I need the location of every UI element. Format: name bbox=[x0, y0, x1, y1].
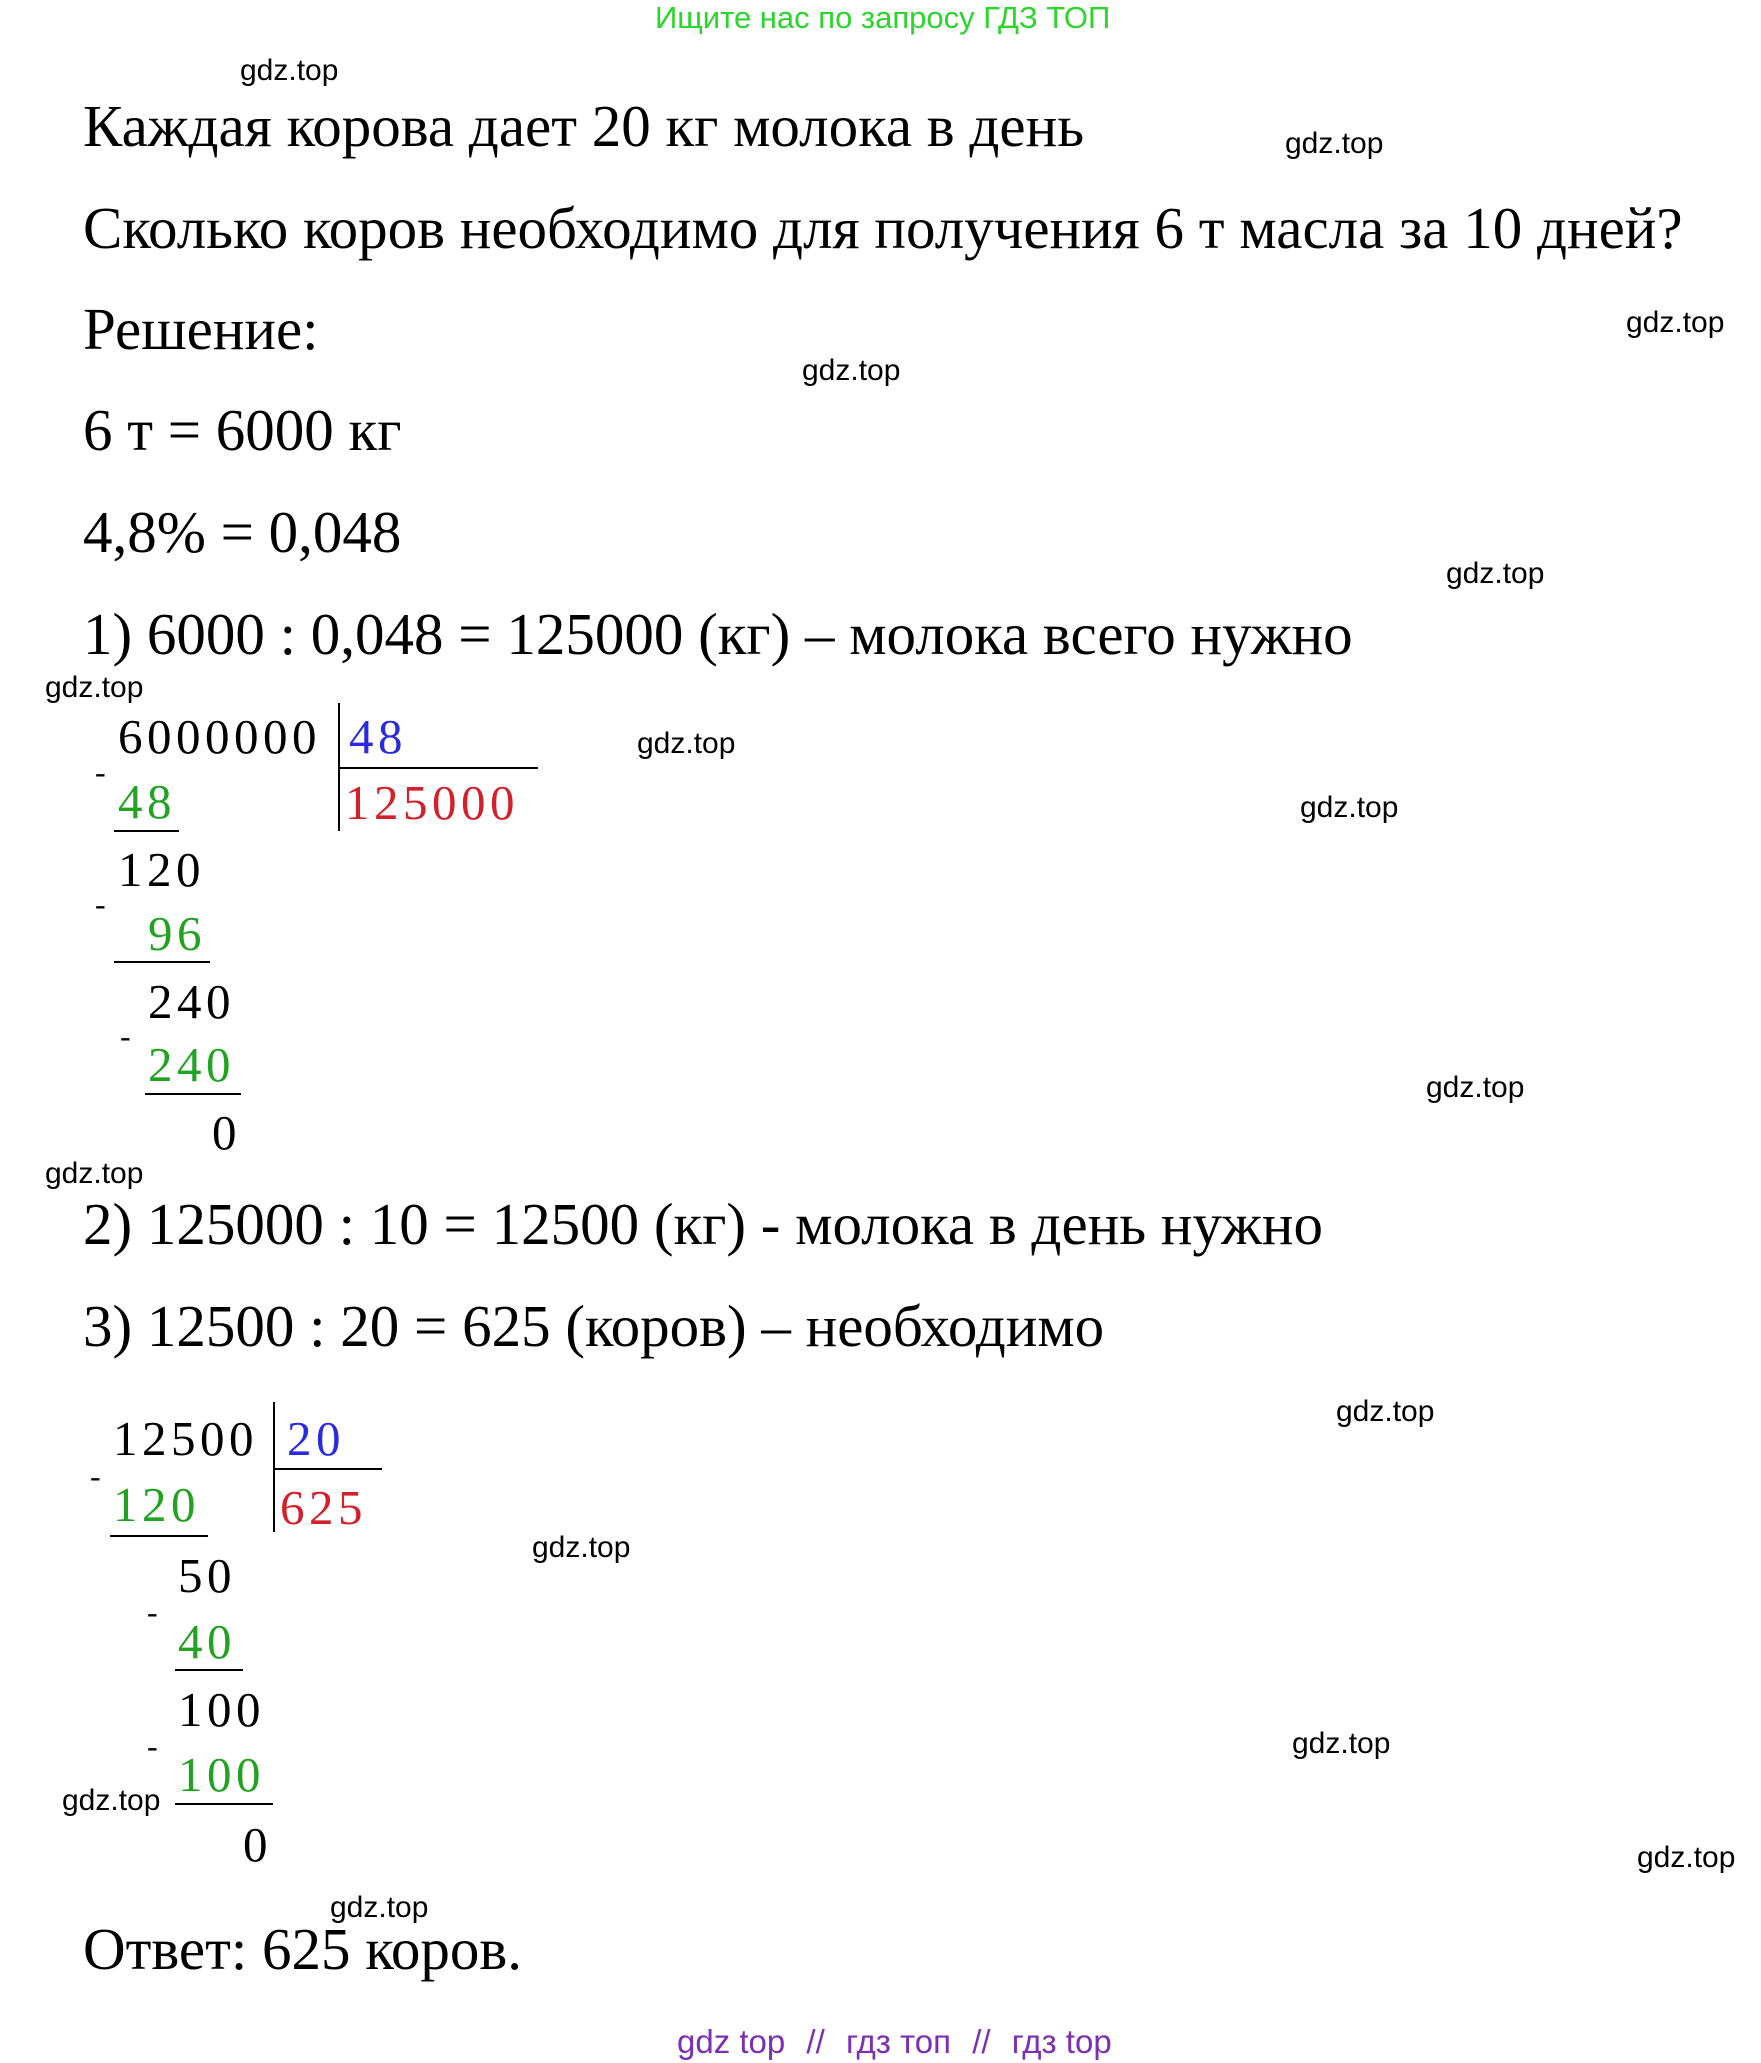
watermark: gdz.top bbox=[45, 671, 144, 704]
problem-line-1: Каждая корова дает 20 кг молока в день bbox=[83, 93, 1085, 159]
footer-link-gdz-top-mixed[interactable]: гдз top bbox=[1011, 2023, 1112, 2060]
step-2: 2) 125000 : 10 = 12500 (кг) - молока в день нужно bbox=[83, 1191, 1324, 1257]
final-remainder: 0 bbox=[243, 1817, 272, 1872]
subtrahend: 48 bbox=[118, 774, 176, 829]
watermark: gdz.top bbox=[1336, 1395, 1435, 1428]
watermark: gdz.top bbox=[1285, 127, 1384, 160]
divisor: 48 bbox=[349, 709, 407, 764]
watermark: gdz.top bbox=[802, 354, 901, 387]
footer-separator: // bbox=[806, 2023, 825, 2060]
watermark: gdz.top bbox=[637, 727, 736, 760]
subtrahend: 100 bbox=[178, 1747, 265, 1802]
subtrahend: 120 bbox=[113, 1477, 200, 1532]
minus-sign: - bbox=[90, 1458, 101, 1494]
subtrahend: 40 bbox=[178, 1614, 236, 1669]
minus-sign: - bbox=[147, 1594, 158, 1630]
final-remainder: 0 bbox=[212, 1105, 241, 1160]
quotient: 625 bbox=[280, 1480, 367, 1535]
footer-link-gdz-top-ru[interactable]: гдз топ bbox=[845, 2023, 952, 2060]
solution-heading: Решение: bbox=[83, 296, 319, 362]
dividend: 12500 bbox=[113, 1411, 258, 1466]
answer: Ответ: 625 коров. bbox=[83, 1916, 523, 1982]
top-banner[interactable]: Ищите нас по запросу ГДЗ ТОП bbox=[655, 0, 1111, 35]
remainder: 50 bbox=[178, 1548, 236, 1603]
footer-links bbox=[677, 2023, 1112, 2061]
step-3: 3) 12500 : 20 = 625 (коров) – необходимо bbox=[83, 1293, 1105, 1359]
watermark: gdz.top bbox=[330, 1891, 429, 1924]
conversion-tonnes: 6 т = 6000 кг bbox=[83, 397, 402, 463]
minus-sign: - bbox=[147, 1728, 158, 1764]
conversion-percent: 4,8% = 0,048 bbox=[83, 499, 402, 565]
minus-sign: - bbox=[120, 1018, 131, 1054]
remainder: 100 bbox=[178, 1682, 265, 1737]
watermark: gdz.top bbox=[1292, 1727, 1391, 1760]
footer-link-gdz-top[interactable]: gdz top bbox=[677, 2023, 786, 2060]
footer-separator: // bbox=[972, 2023, 991, 2060]
remainder: 120 bbox=[118, 842, 205, 897]
quotient: 125000 bbox=[345, 775, 519, 830]
divisor: 20 bbox=[287, 1411, 345, 1466]
problem-question: Сколько коров необходимо для получения 6 т масла за 10 дней? bbox=[83, 195, 1683, 261]
watermark: gdz.top bbox=[532, 1531, 631, 1564]
watermark: gdz.top bbox=[1446, 557, 1545, 590]
subtrahend: 240 bbox=[148, 1037, 235, 1092]
dividend: 6000000 bbox=[118, 709, 321, 764]
watermark: gdz.top bbox=[1426, 1071, 1525, 1104]
remainder: 240 bbox=[148, 974, 235, 1029]
watermark: gdz.top bbox=[45, 1157, 144, 1190]
watermark: gdz.top bbox=[62, 1784, 161, 1817]
step-1: 1) 6000 : 0,048 = 125000 (кг) – молока всего нужно bbox=[83, 601, 1353, 667]
watermark: gdz.top bbox=[240, 54, 339, 87]
subtrahend: 96 bbox=[148, 906, 206, 961]
watermark: gdz.top bbox=[1637, 1841, 1736, 1874]
watermark: gdz.top bbox=[1626, 306, 1725, 339]
minus-sign: - bbox=[95, 886, 106, 922]
minus-sign: - bbox=[95, 754, 106, 790]
watermark: gdz.top bbox=[1300, 791, 1399, 824]
